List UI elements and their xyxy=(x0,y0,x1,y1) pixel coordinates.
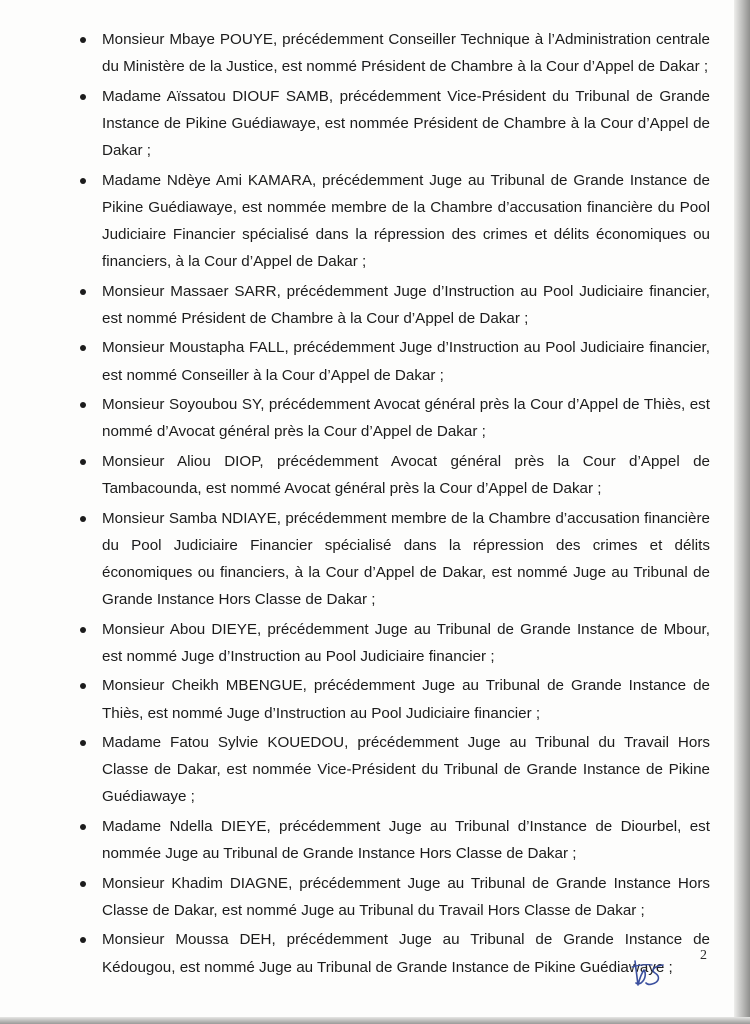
handwritten-initials-icon xyxy=(628,956,670,990)
list-item-text: Monsieur Soyoubou SY, précédemment Avocat général près la Cour d’Appel de Thiès, est nommé d’Avocat général près la Cour d’Appel de Dakar ; xyxy=(102,396,710,441)
list-item xyxy=(102,672,710,726)
bullet-icon xyxy=(80,627,86,633)
bullet-icon xyxy=(80,459,86,465)
list-item xyxy=(102,870,710,924)
bullet-icon xyxy=(80,94,86,100)
list-item xyxy=(102,505,710,614)
list-item-text: Monsieur Moussa DEH, précédemment Juge au Tribunal de Grande Instance de Kédougou, est nommé Juge au Tribunal de Grande Instance de Pikine Guédiawaye ; xyxy=(102,931,710,976)
list-item xyxy=(102,926,710,980)
scan-edge-right xyxy=(734,0,750,1024)
list-item xyxy=(102,448,710,502)
list-item-text: Monsieur Moustapha FALL, précédemment Juge d’Instruction au Pool Judiciaire financier, est nommé Conseiller à la Cour d’Appel de Dakar ; xyxy=(102,339,710,384)
bullet-icon xyxy=(80,824,86,830)
list-item xyxy=(102,167,710,276)
bullet-icon xyxy=(80,345,86,351)
list-item-text: Monsieur Samba NDIAYE, précédemment membre de la Chambre d’accusation financière du Pool Judiciaire Financier spécialisé dans la répression des crimes et délits économiques ou financiers, à la Cour d’Appel de Dakar, est nommé Juge au Tribunal de Grande Instance Hors Classe de Dakar ; xyxy=(102,509,710,609)
list-item xyxy=(102,729,710,811)
list-item-text: Madame Ndella DIEYE, précédemment Juge au Tribunal d’Instance de Diourbel, est nommée Juge au Tribunal de Grande Instance Hors Classe de Dakar ; xyxy=(102,817,710,863)
list-item-text: Monsieur Aliou DIOP, précédemment Avocat général près la Cour d’Appel de Tambacounda, est nommé Avocat général près la Cour d’Appel de Dakar ; xyxy=(102,452,710,498)
bullet-icon xyxy=(80,881,86,887)
list-item xyxy=(102,26,710,80)
scan-edge-bottom xyxy=(0,1017,750,1024)
list-item xyxy=(102,83,710,165)
bullet-icon xyxy=(80,937,86,943)
list-item-text: Monsieur Mbaye POUYE, précédemment Conseiller Technique à l’Administration centrale du Ministère de la Justice, est nommé Président de Chambre à la Cour d’Appel de Dakar ; xyxy=(102,31,710,76)
list-item xyxy=(102,616,710,670)
list-item xyxy=(102,391,710,445)
list-item-text: Monsieur Cheikh MBENGUE, précédemment Juge au Tribunal de Grande Instance de Thiès, est nommé Juge d’Instruction au Pool Judiciaire financier ; xyxy=(102,677,710,722)
list-item-text: Madame Aïssatou DIOUF SAMB, précédemment Vice-Président du Tribunal de Grande Instance de Pikine Guédiawaye, est nommée Président de Chambre à la Cour d’Appel de Dakar ; xyxy=(102,87,710,160)
bullet-icon xyxy=(80,683,86,689)
list-item-text: Monsieur Massaer SARR, précédemment Juge d’Instruction au Pool Judiciaire financier, est nommé Président de Chambre à la Cour d’Appel de Dakar ; xyxy=(102,282,710,327)
bullet-icon xyxy=(80,402,86,408)
appointment-list xyxy=(102,26,710,983)
bullet-icon xyxy=(80,37,86,43)
list-item-text: Monsieur Abou DIEYE, précédemment Juge au Tribunal de Grande Instance de Mbour, est nommé Juge d’Instruction au Pool Judiciaire financier ; xyxy=(102,620,710,665)
list-item xyxy=(102,278,710,332)
list-item xyxy=(102,813,710,867)
bullet-icon xyxy=(80,289,86,295)
list-item xyxy=(102,334,710,388)
bullet-icon xyxy=(80,516,86,522)
list-item-text: Monsieur Khadim DIAGNE, précédemment Juge au Tribunal de Grande Instance Hors Classe de Dakar, est nommé Juge au Tribunal du Travail Hors Classe de Dakar ; xyxy=(102,874,710,919)
list-item-text: Madame Fatou Sylvie KOUEDOU, précédemment Juge au Tribunal du Travail Hors Classe de Dakar, est nommée Vice-Président du Tribunal de Grande Instance de Pikine Guédiawaye ; xyxy=(102,734,710,806)
bullet-icon xyxy=(80,178,86,184)
bullet-icon xyxy=(80,740,86,746)
list-item-text: Madame Ndèye Ami KAMARA, précédemment Juge au Tribunal de Grande Instance de Pikine Guédiawaye, est nommée membre de la Chambre d’accusation financière du Pool Judiciaire Financier spécialisé dans la répression des crimes et délits économiques ou financiers, à la Cour d’Appel de Dakar ; xyxy=(102,171,710,271)
page-number: 2 xyxy=(700,948,707,963)
